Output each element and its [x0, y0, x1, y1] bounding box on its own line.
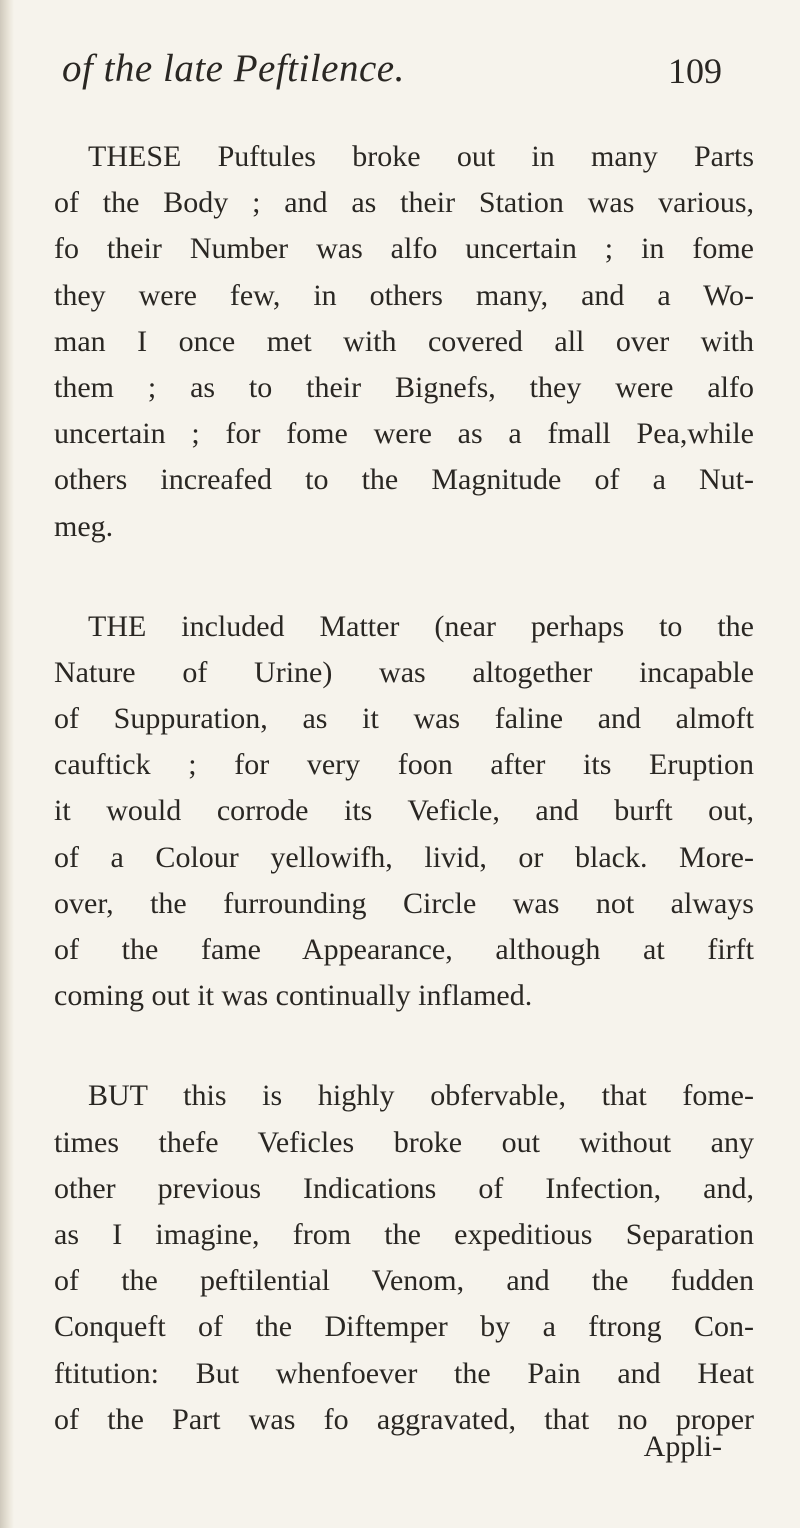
text-line: of Suppuration, as it was faline and almoft: [54, 702, 754, 736]
text-line: man I once met with covered all over with: [54, 324, 754, 358]
text-line: over, the furrounding Circle was not always: [54, 886, 754, 920]
running-title: of the late Peftilence.: [62, 47, 405, 90]
text-line: of the Part was fo aggravated, that no proper: [54, 1402, 754, 1436]
text-line: BUT this is highly obfervable, that fome-: [88, 1079, 754, 1113]
paragraph-included-matter: [54, 604, 754, 1020]
text-line: of the Body ; and as their Station was various,: [54, 186, 754, 220]
text-line: ftitution: But whenfoever the Pain and Heat: [54, 1356, 754, 1390]
text-line: others increafed to the Magnitude of a Nut-: [54, 463, 754, 497]
text-line: of a Colour yellowifh, livid, or black. More-: [54, 840, 754, 874]
text-line: they were few, in others many, and a Wo-: [54, 278, 754, 312]
text-line: uncertain ; for fome were as a fmall Pea,while: [54, 417, 754, 451]
text-line: cauftick ; for very foon after its Eruption: [54, 748, 754, 782]
text-line: coming out it was continually inflamed.: [54, 979, 533, 1013]
paragraph-vesicles: [54, 1073, 754, 1443]
text-line: as I imagine, from the expeditious Separation: [54, 1217, 754, 1251]
text-line: other previous Indications of Infection, and,: [54, 1171, 754, 1205]
text-line: Conqueft of the Diftemper by a ftrong Con-: [54, 1310, 754, 1344]
text-line: times thefe Veficles broke out without any: [54, 1125, 754, 1159]
catchword: Appli-: [643, 1430, 722, 1463]
body-text: [54, 134, 754, 1497]
text-line: of the fame Appearance, although at firft: [54, 933, 754, 966]
text-line: meg.: [54, 509, 114, 543]
text-line: Nature of Urine) was altogether incapable: [54, 655, 754, 689]
running-head: [62, 46, 752, 106]
text-line: fo their Number was alfo uncertain ; in fome: [54, 232, 754, 266]
text-line: THE included Matter (near perhaps to the: [88, 609, 754, 643]
page-number: 109: [668, 51, 722, 91]
paragraph-pustules: [54, 134, 754, 550]
text-line: THESE Puftules broke out in many Parts: [88, 140, 754, 173]
text-line: them ; as to their Bignefs, they were alfo: [54, 370, 754, 404]
page-gutter-shadow: [0, 0, 14, 1528]
text-line: of the peftilential Venom, and the fudden: [54, 1264, 754, 1298]
text-line: it would corrode its Veficle, and burft out,: [54, 794, 754, 828]
